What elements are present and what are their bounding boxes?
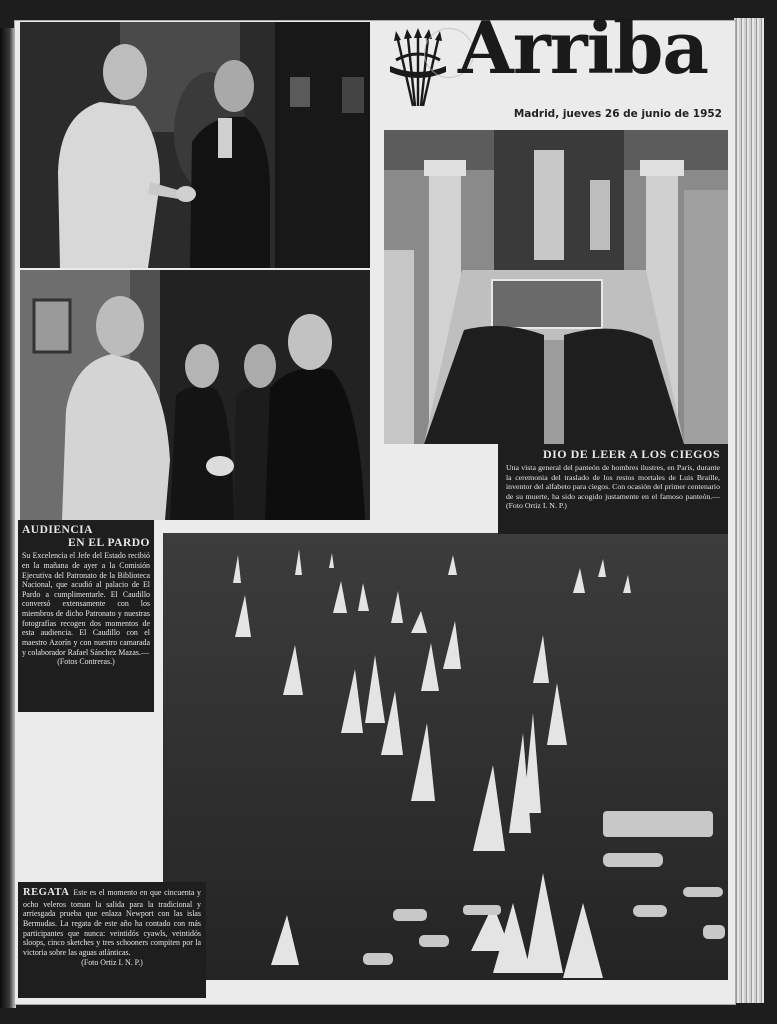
caption-regata-text: Este es el momento en que cincuenta y ocho veleros toman la salida para la tradicional y arriesgada prueba que enlaza Newport con las islas Bermudas. La regata de este año ha contado con más participantes que nunca: veintidós cyawls, veintidós sloops, cinco sketches y tres schooners compiten por la victoria sobre las aguas atlánticas. <box>23 888 201 957</box>
caption-audiencia-heading-line1: AUDIENCIA <box>22 524 93 536</box>
masthead <box>372 5 728 128</box>
newspaper-title: Arriba <box>458 5 709 90</box>
page-stack-edge <box>734 18 764 1003</box>
caption-audiencia <box>18 520 154 712</box>
issue-date: Madrid, jueves 26 de junio de 1952 <box>513 108 722 120</box>
caption-audiencia-body <box>22 551 150 667</box>
caption-ciegos <box>498 444 728 534</box>
caption-regata <box>18 882 206 998</box>
caption-regata-heading: REGATA <box>23 887 70 898</box>
caption-audiencia-credit: (Fotos Contreras.) <box>57 657 115 667</box>
regatta-photo <box>163 533 728 980</box>
caption-audiencia-text: Su Excelencia el Jefe del Estado recibió en la mañana de ayer a la Comisión Ejecutiva del Patronato de la Biblioteca Nacional, que acudió al palacio de El Pardo a cumplimentarle. El Caudillo conversó extensamente con los miembros de dicho Patronato y nuestras fotografías recogen dos momentos de esta audiencia. El Caudillo con el maestro Azorín y con nuestro camarada y colaborador Rafael Sánchez Mazas.— <box>22 551 150 657</box>
caption-regata-body <box>23 887 201 967</box>
caption-ciegos-body: Una vista general del panteón de hombres ilustres, en París, durante la ceremonia del traslado de los restos mortales de Luis Braille, inventor del alfabeto para ciegos. Con ocasión del primer centenario de su muerte, ha sido acogido justamente en el famoso panteón.—(Foto Ortiz I. N. P.) <box>506 463 720 511</box>
caption-regata-credit: (Foto Ortiz I. N. P.) <box>81 957 143 967</box>
caption-ciegos-heading: DIO DE LEER A LOS CIEGOS <box>542 447 720 461</box>
caption-audiencia-heading-line2: EN EL PARDO <box>68 536 150 549</box>
caption-audiencia-heading <box>22 524 150 549</box>
handshake-photo <box>20 22 370 268</box>
audiencia-photo <box>20 270 370 520</box>
pantheon-photo <box>384 130 728 444</box>
